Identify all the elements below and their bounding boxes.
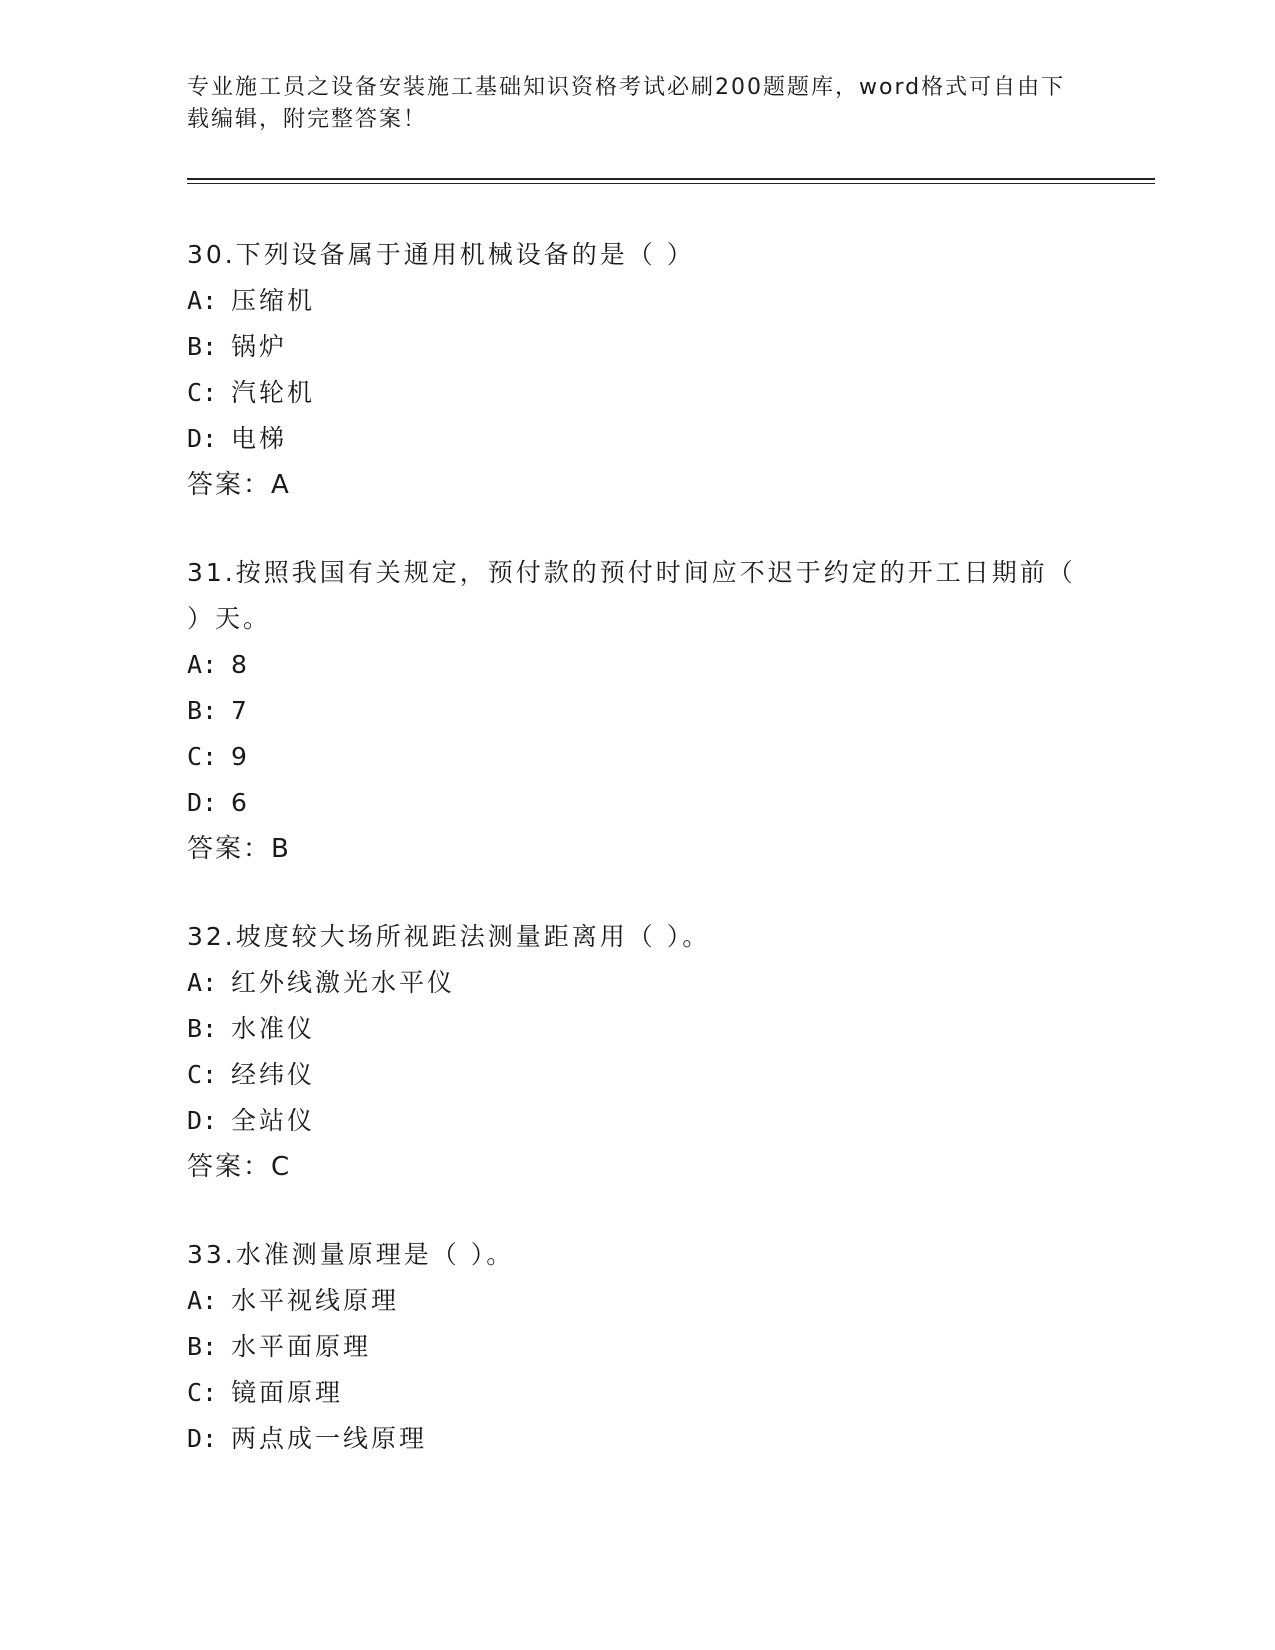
option-d <box>187 1416 1087 1462</box>
option-text: 8 <box>231 650 250 679</box>
option-letter: D: <box>187 1424 218 1453</box>
option-text: 6 <box>231 788 250 817</box>
option-letter: C: <box>187 1378 218 1407</box>
option-text: 两点成一线原理 <box>231 1424 428 1453</box>
option-text: 镜面原理 <box>231 1378 344 1407</box>
question-list <box>187 232 1087 1504</box>
question-stem: 32.坡度较大场所视距法测量距离用（ ）。 <box>187 922 711 951</box>
header-rule-thin <box>187 183 1155 184</box>
option-b <box>187 1324 1087 1370</box>
option-b <box>187 1006 1087 1052</box>
option-c <box>187 1052 1087 1098</box>
option-letter: A: <box>187 1286 218 1315</box>
answer-line: 答案：A <box>187 470 291 500</box>
option-a <box>187 1278 1087 1324</box>
option-letter: A: <box>187 286 218 315</box>
option-a <box>187 642 1087 688</box>
option-text: 经纬仪 <box>231 1060 316 1089</box>
option-letter: B: <box>187 1332 218 1361</box>
option-letter: C: <box>187 742 218 771</box>
option-text: 全站仪 <box>231 1106 316 1135</box>
header-rule-thick <box>187 178 1155 180</box>
document-header: 专业施工员之设备安装施工基础知识资格考试必刷200题题库，word格式可自由下载编辑，附完整答案！ <box>187 75 1066 132</box>
answer-line: 答案：C <box>187 1152 292 1182</box>
option-letter: A: <box>187 650 218 679</box>
question-31 <box>187 550 1087 872</box>
option-letter: C: <box>187 1060 218 1089</box>
question-stem: 31.按照我国有关规定，预付款的预付时间应不迟于约定的开工日期前（ ）天。 <box>187 558 1076 633</box>
option-c <box>187 370 1087 416</box>
option-text: 红外线激光水平仪 <box>231 968 456 997</box>
option-letter: D: <box>187 424 218 453</box>
option-b <box>187 688 1087 734</box>
answer-line: 答案：B <box>187 834 291 864</box>
option-text: 水平视线原理 <box>231 1286 400 1315</box>
option-b <box>187 324 1087 370</box>
question-32 <box>187 914 1087 1190</box>
option-letter: B: <box>187 332 218 361</box>
option-letter: A: <box>187 968 218 997</box>
option-letter: B: <box>187 696 218 725</box>
option-text: 水平面原理 <box>231 1332 372 1361</box>
option-a <box>187 960 1087 1006</box>
question-33 <box>187 1232 1087 1462</box>
option-letter: B: <box>187 1014 218 1043</box>
question-stem: 33.水准测量原理是（ ）。 <box>187 1240 515 1269</box>
option-text: 7 <box>231 696 250 725</box>
option-c <box>187 734 1087 780</box>
option-letter: D: <box>187 1106 218 1135</box>
option-text: 9 <box>231 742 250 771</box>
option-text: 锅炉 <box>231 332 288 361</box>
option-d <box>187 416 1087 462</box>
option-c <box>187 1370 1087 1416</box>
option-text: 汽轮机 <box>231 378 316 407</box>
option-letter: C: <box>187 378 218 407</box>
option-text: 电梯 <box>231 424 288 453</box>
option-d <box>187 1098 1087 1144</box>
option-d <box>187 780 1087 826</box>
option-text: 水准仪 <box>231 1014 316 1043</box>
option-a <box>187 278 1087 324</box>
question-30 <box>187 232 1087 508</box>
option-text: 压缩机 <box>231 286 316 315</box>
question-stem: 30.下列设备属于通用机械设备的是（ ） <box>187 240 695 269</box>
option-letter: D: <box>187 788 218 817</box>
